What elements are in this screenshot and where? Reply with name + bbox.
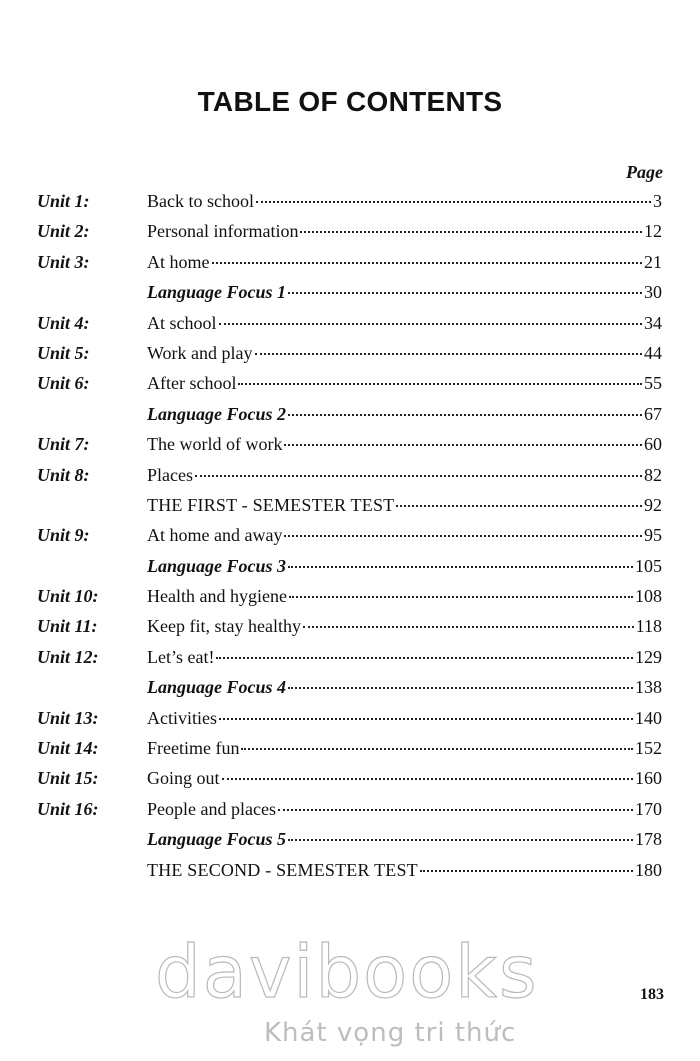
toc-row <box>0 672 700 702</box>
toc-page-number: 82 <box>644 464 662 485</box>
toc-page-number: 30 <box>644 282 662 303</box>
toc-unit-label: Unit 15: <box>37 768 99 789</box>
toc-page-number: 118 <box>635 616 662 637</box>
toc-entry-title: Language Focus 1 <box>147 282 287 303</box>
toc-row <box>0 703 700 733</box>
toc-entry-title: Language Focus 4 <box>147 677 287 698</box>
dot-leader <box>222 777 633 780</box>
toc-entry <box>147 308 662 338</box>
dot-leader <box>288 565 633 568</box>
toc-page-number: 3 <box>653 191 662 211</box>
dot-leader <box>238 382 642 385</box>
toc-unit-label: Unit 12: <box>37 646 99 667</box>
toc-unit-label: Unit 10: <box>37 586 99 607</box>
dot-leader <box>284 534 642 537</box>
toc-entry-title: Work and play <box>147 342 253 363</box>
toc-entry <box>147 672 662 702</box>
toc-page-number: 140 <box>635 707 662 728</box>
toc-row <box>0 763 700 793</box>
toc-unit-label: Unit 14: <box>37 738 99 759</box>
toc-row <box>0 368 700 398</box>
toc-entry <box>147 429 662 459</box>
toc-page-number: 178 <box>635 829 662 850</box>
dot-leader <box>255 352 642 355</box>
toc-row <box>0 460 700 490</box>
dot-leader <box>219 322 643 325</box>
toc-page-number: 160 <box>635 768 662 789</box>
toc-entry <box>147 642 662 672</box>
toc-row <box>0 216 700 246</box>
toc-row <box>0 733 700 763</box>
dot-leader <box>278 808 633 811</box>
toc-entry-title: Health and hygiene <box>147 586 287 607</box>
table-of-contents <box>0 186 700 885</box>
watermark-brand: davibooks <box>155 930 539 1014</box>
toc-page-number: 170 <box>635 798 662 819</box>
toc-entry <box>147 551 662 581</box>
dot-leader <box>195 474 642 477</box>
toc-page-number: 138 <box>635 677 662 698</box>
page-title: TABLE OF CONTENTS <box>197 86 503 117</box>
toc-unit-label: Unit 9: <box>37 525 90 546</box>
dot-leader <box>288 291 642 294</box>
toc-page-number: 55 <box>644 373 662 394</box>
toc-unit-label: Unit 13: <box>37 707 99 728</box>
dot-leader <box>216 656 633 659</box>
toc-row <box>0 551 700 581</box>
page-column-label: Page <box>626 162 663 182</box>
toc-entry-title: Keep fit, stay healthy <box>147 616 301 637</box>
toc-entry-title: At home <box>147 251 210 272</box>
toc-unit-label: Unit 2: <box>37 221 90 242</box>
toc-unit-label: Unit 1: <box>37 191 90 211</box>
toc-row <box>0 611 700 641</box>
toc-entry <box>147 490 662 520</box>
dot-leader <box>241 747 633 750</box>
toc-entry-title: Language Focus 3 <box>147 555 287 576</box>
toc-page-number: 60 <box>644 434 662 455</box>
toc-entry <box>147 794 662 824</box>
dot-leader <box>289 595 633 598</box>
toc-page-number: 180 <box>635 859 662 880</box>
toc-row <box>0 824 700 854</box>
toc-page-number: 34 <box>644 312 662 333</box>
toc-entry-title: At school <box>147 312 217 333</box>
toc-entry-title: The world of work <box>147 434 283 455</box>
toc-row <box>0 520 700 550</box>
toc-entry-title: Back to school <box>147 191 254 211</box>
toc-row <box>0 581 700 611</box>
toc-unit-label: Unit 8: <box>37 464 90 485</box>
dot-leader <box>288 838 633 841</box>
toc-page-number: 152 <box>635 738 662 759</box>
toc-entry <box>147 611 662 641</box>
toc-entry-title: Personal information <box>147 221 299 242</box>
toc-entry-title: Activities <box>147 707 217 728</box>
toc-entry <box>147 520 662 550</box>
toc-entry <box>147 186 662 216</box>
watermark-slogan: Khát vọng tri thức <box>264 1018 517 1048</box>
dot-leader <box>303 625 634 628</box>
toc-entry-title: People and places <box>147 798 276 819</box>
toc-row <box>0 399 700 429</box>
toc-page-number: 12 <box>644 221 662 242</box>
toc-page-number: 129 <box>635 646 662 667</box>
toc-unit-label: Unit 5: <box>37 342 90 363</box>
toc-unit-label: Unit 11: <box>37 616 98 637</box>
toc-entry <box>147 247 662 277</box>
toc-unit-label: Unit 16: <box>37 798 99 819</box>
toc-entry-title: THE FIRST - SEMESTER TEST <box>147 494 395 515</box>
toc-row <box>0 490 700 520</box>
toc-row <box>0 338 700 368</box>
toc-entry <box>147 399 662 429</box>
dot-leader <box>288 686 633 689</box>
toc-row <box>0 308 700 338</box>
toc-entry <box>147 824 662 854</box>
dot-leader <box>219 717 633 720</box>
toc-page-number: 105 <box>635 555 662 576</box>
toc-entry <box>147 216 662 246</box>
toc-row <box>0 855 700 885</box>
toc-entry-title: Freetime fun <box>147 738 240 759</box>
toc-entry <box>147 460 662 490</box>
toc-page-number: 108 <box>635 586 662 607</box>
toc-entry <box>147 703 662 733</box>
toc-entry <box>147 733 662 763</box>
dot-leader <box>300 230 642 233</box>
toc-row <box>0 794 700 824</box>
toc-page-number: 44 <box>644 342 662 363</box>
toc-row <box>0 247 700 277</box>
toc-entry-title: At home and away <box>147 525 283 546</box>
toc-row <box>0 186 700 216</box>
toc-page-number: 21 <box>644 251 662 272</box>
toc-row <box>0 277 700 307</box>
toc-entry-title: Let’s eat! <box>147 646 215 667</box>
dot-leader <box>420 869 633 872</box>
dot-leader <box>256 200 651 203</box>
toc-entry-title: After school <box>147 373 237 394</box>
toc-page-number: 92 <box>644 494 662 515</box>
toc-entry-title: Going out <box>147 768 220 789</box>
toc-entry <box>147 763 662 793</box>
toc-page-number: 67 <box>644 403 662 424</box>
toc-entry <box>147 581 662 611</box>
toc-entry-title: Places <box>147 464 193 485</box>
dot-leader <box>212 261 643 264</box>
toc-row <box>0 429 700 459</box>
toc-entry <box>147 277 662 307</box>
toc-entry <box>147 338 662 368</box>
toc-row <box>0 642 700 672</box>
toc-unit-label: Unit 7: <box>37 434 90 455</box>
toc-unit-label: Unit 6: <box>37 373 90 394</box>
dot-leader <box>396 504 642 507</box>
toc-entry <box>147 368 662 398</box>
dot-leader <box>284 443 642 446</box>
toc-entry-title: Language Focus 2 <box>147 403 287 424</box>
toc-entry-title: Language Focus 5 <box>147 829 287 850</box>
toc-page-number: 95 <box>644 525 662 546</box>
toc-unit-label: Unit 3: <box>37 251 90 272</box>
toc-entry-title: THE SECOND - SEMESTER TEST <box>147 859 418 880</box>
page-number: 183 <box>640 986 664 1003</box>
toc-unit-label: Unit 4: <box>37 312 90 333</box>
toc-entry <box>147 855 662 885</box>
dot-leader <box>288 413 642 416</box>
